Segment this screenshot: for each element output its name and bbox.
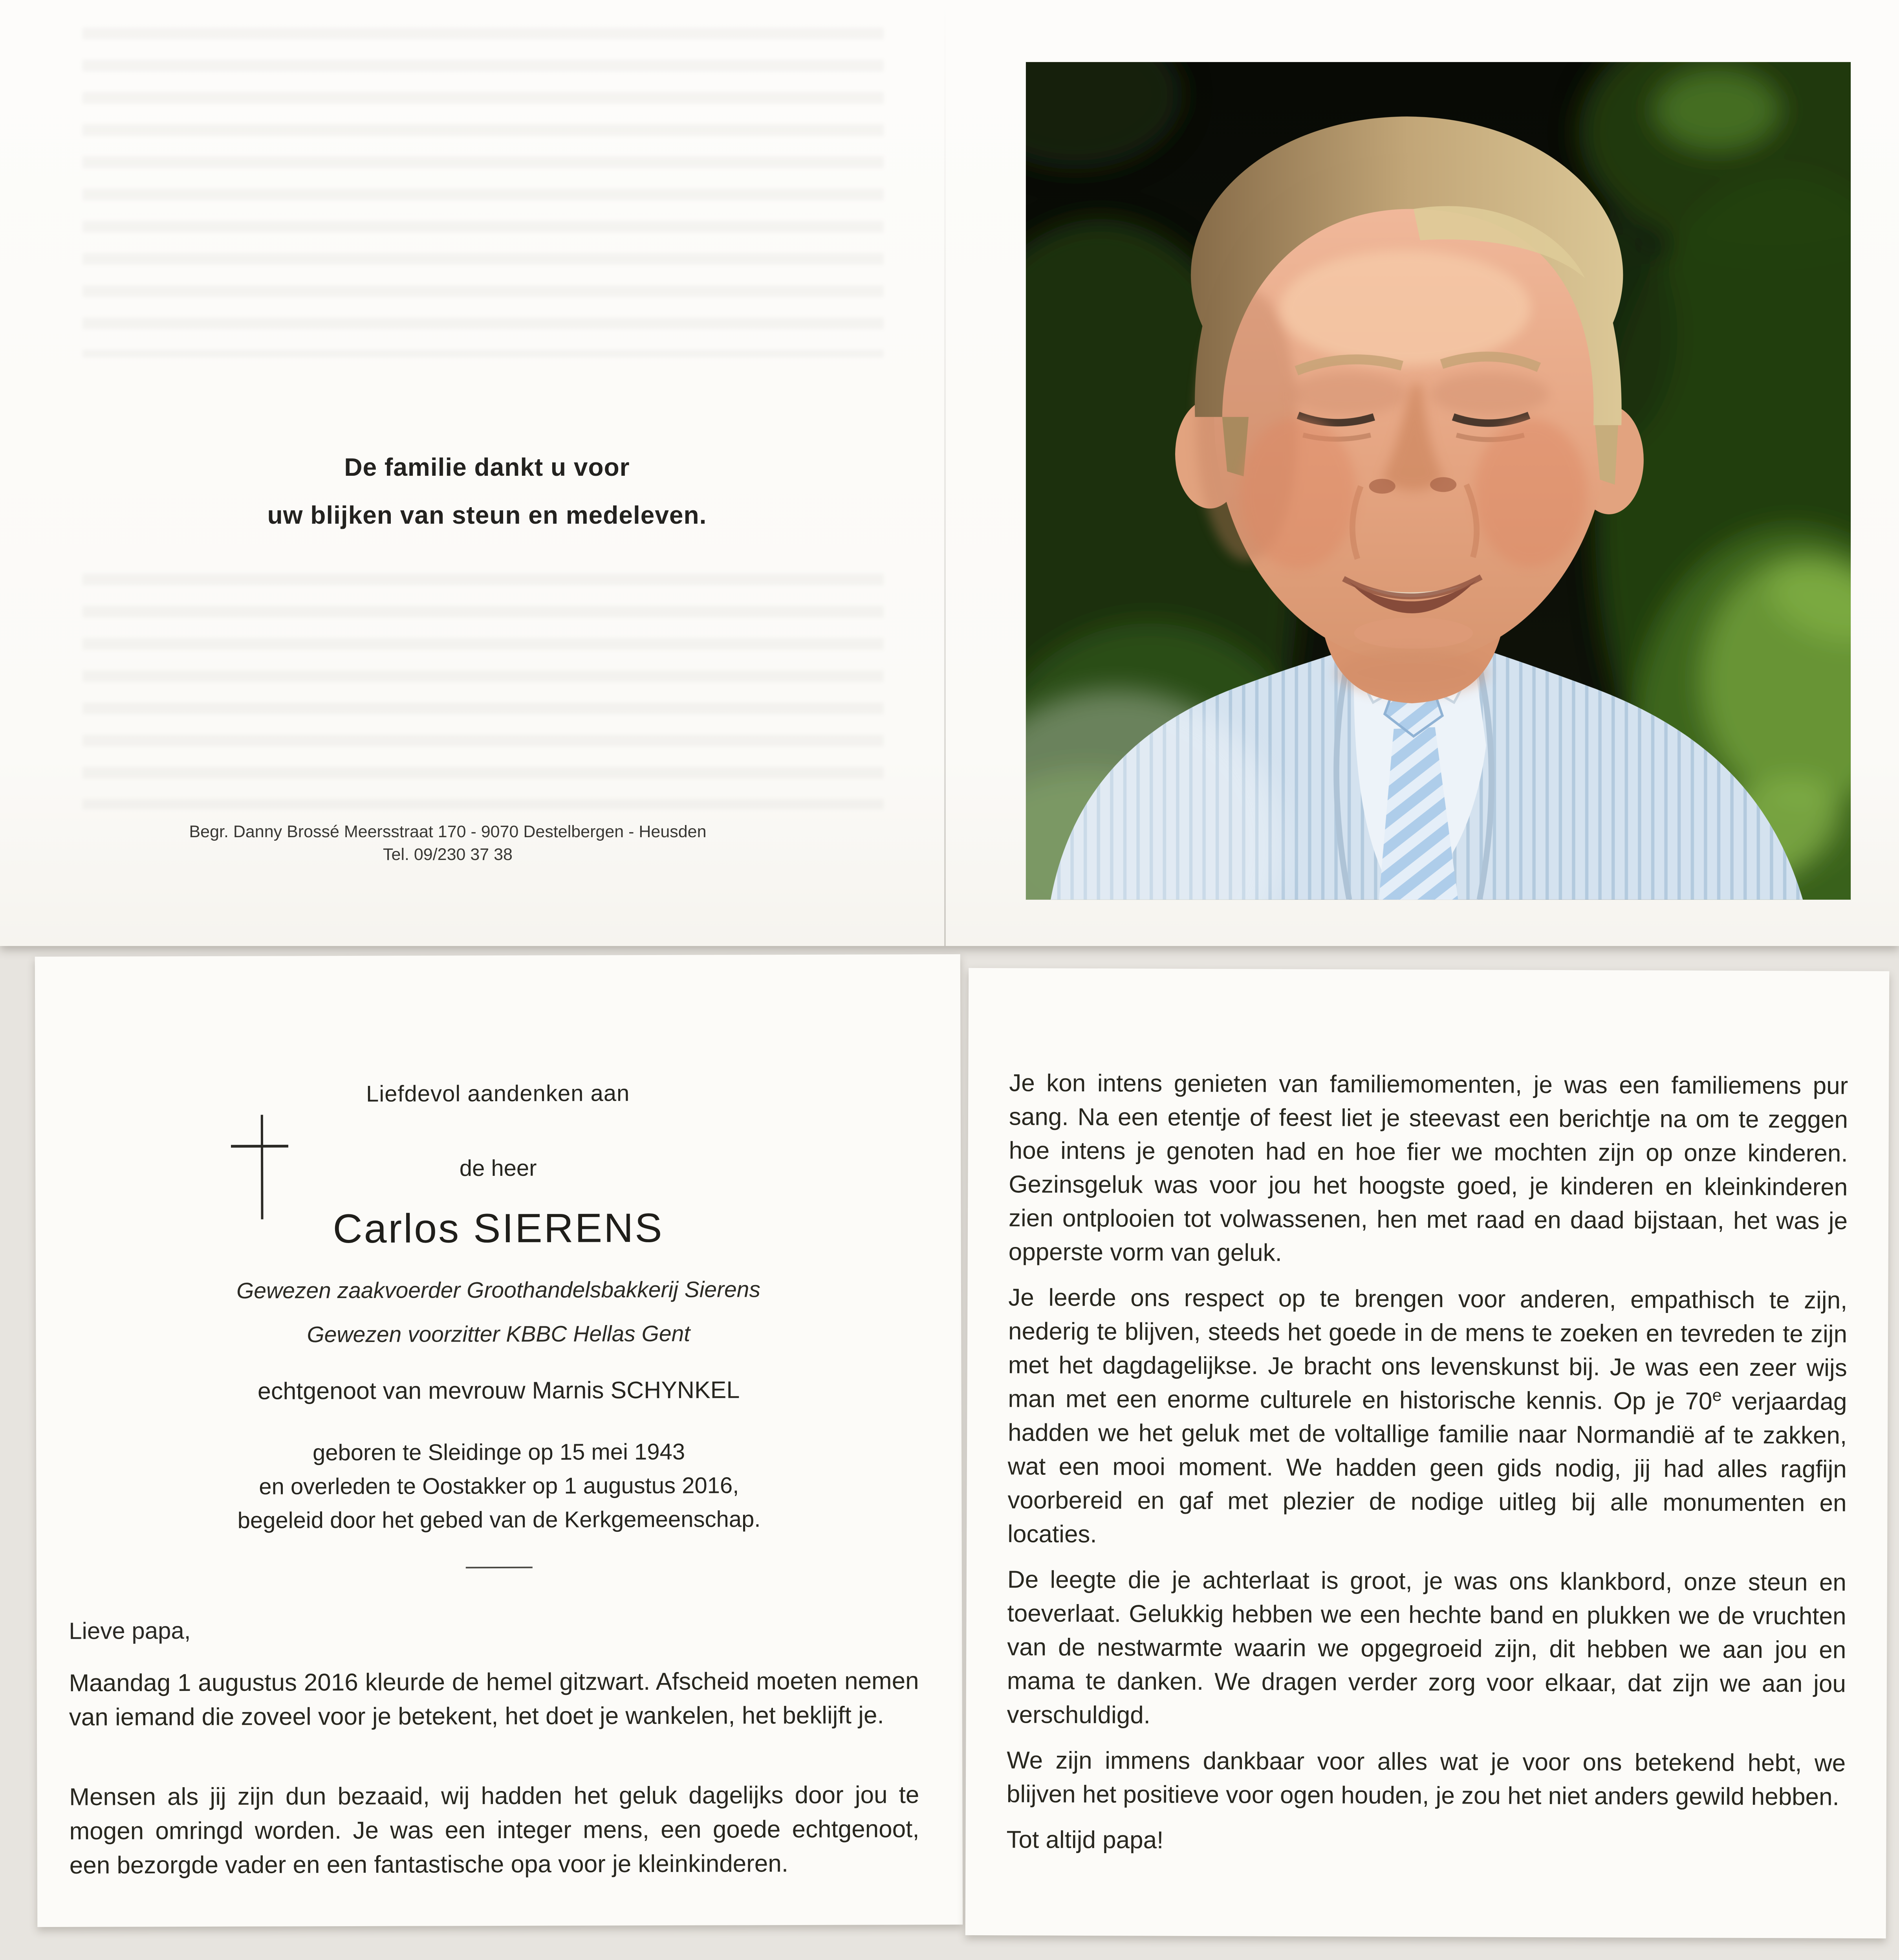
card-fold-line [944, 0, 946, 946]
back-cover-card [0, 0, 1899, 946]
letter-card [965, 968, 1890, 1938]
title-line-1: Gewezen zaakvoerder Groothandelsbakkerij Sierens [236, 1277, 761, 1304]
funeral-line: begeleid door het gebed van de Kerkgemeenschap. [237, 1506, 761, 1533]
thanks-line-2: uw blijken van steun en medeleven. [267, 501, 707, 529]
deceased-titles [36, 1267, 961, 1357]
ink-bleedthrough-bottom [82, 574, 884, 809]
memorial-salutation: de heer [459, 1155, 537, 1181]
memorial-card [35, 954, 963, 1927]
death-line: en overleden te Oostakker op 1 augustus 2016, [259, 1472, 739, 1500]
funeral-home-address [114, 820, 782, 866]
ordinal-superscript: e [1712, 1386, 1722, 1405]
memorial-intro: Liefdevol aandenken aan [366, 1080, 630, 1107]
deceased-name: Carlos SIERENS [333, 1205, 664, 1252]
letter-paragraph-4: We zijn immens dankbaar voor alles wat je voor ons betekend hebt, we blijven het positieve voor ogen houden, je zou het niet anders gewild hebben. [1006, 1747, 1846, 1811]
letter-paragraph-2 [1007, 1281, 1847, 1554]
letter-paragraph-3: De leegte die je achterlaat is groot, je was ons klankbord, onze steun en toeverlaat. Gelukkig hebben we een hechte band en plukken we de vruchten van de nestwarmte waarin we opgegroeid zijn, dit hebben we aan jou en mama te danken. We dragen verder zorg voor elkaar, dat zijn we aan jou verschuldigd. [1007, 1566, 1846, 1729]
letter-paragraph-2-part-2: verjaardag hadden we het geluk met de voltallige familie naar Normandië af te zakken, wat een mooi moment. We hadden geen gids nodig, jij had alles ragfijn voorbereid en gaf met plezier de nodige uitleg bij alle monumenten en locaties. [1007, 1388, 1847, 1548]
letter-closing: Tot altijd papa! [1006, 1826, 1164, 1854]
spouse-line: echtgenoot van mevrouw Marnis SCHYNKEL [257, 1376, 740, 1404]
letter-greeting-left: Lieve papa, [69, 1617, 191, 1644]
letter-paragraph-2-part-1: Je leerde ons respect op te brengen voor anderen, empathisch te zijn, nederig te blijven, steeds het goede in de mens te zoeken en tevreden te zijn met het dagdagelijkse. Je bracht ons levenskunst bij. Je was een zeer wijs man met een enorme culturele en historische kennis. Op je 70 [1008, 1284, 1848, 1415]
birth-line: geboren te Sleidinge op 15 mei 1943 [312, 1439, 685, 1466]
funeral-home-phone: Tel. 09/230 37 38 [383, 845, 513, 864]
letter-text [1006, 1066, 1848, 1871]
portrait-photo [1026, 62, 1851, 900]
birth-death-lines [36, 1434, 962, 1538]
ink-bleedthrough-top [82, 28, 884, 358]
funeral-home-line-1: Begr. Danny Brossé Meersstraat 170 - 9070 Destelbergen - Heusden [189, 822, 707, 841]
memorial-paragraph-2: Mensen als jij zijn dun bezaaid, wij hadden het geluk dagelijks door jou te mogen omringd worden. Je was een integer mens, een goede echtgenoot, een bezorgde vader en een fantastische opa voor je kleinkinderen. [69, 1781, 919, 1879]
thanks-line-1: De familie dankt u voor [344, 453, 630, 481]
section-divider [466, 1567, 533, 1568]
memorial-paragraph-1: Maandag 1 augustus 2016 kleurde de hemel gitzwart. Afscheid moeten nemen van iemand die zoveel voor je betekent, het doet je wankelen, het beklijft je. [69, 1667, 919, 1731]
portrait-photo-drawing [1026, 62, 1851, 900]
title-line-2: Gewezen voorzitter KBBC Hellas Gent [307, 1321, 690, 1348]
letter-paragraph-1: Je kon intens genieten van familiemomenten, je was een familiemens pur sang. Na een etentje of feest liet je steevast een berichtje na om te zeggen hoe intens je genoten had en hoe fier we mochten zijn op onze kinderen. Gezinsgeluk was voor jou het hoogste goed, je kinderen en kleinkinderen zien ontplooien tot volwassenen, hen met raad en daad bijstaan, het was je opperste vorm van geluk. [1008, 1069, 1848, 1267]
family-thanks-text [55, 443, 919, 539]
